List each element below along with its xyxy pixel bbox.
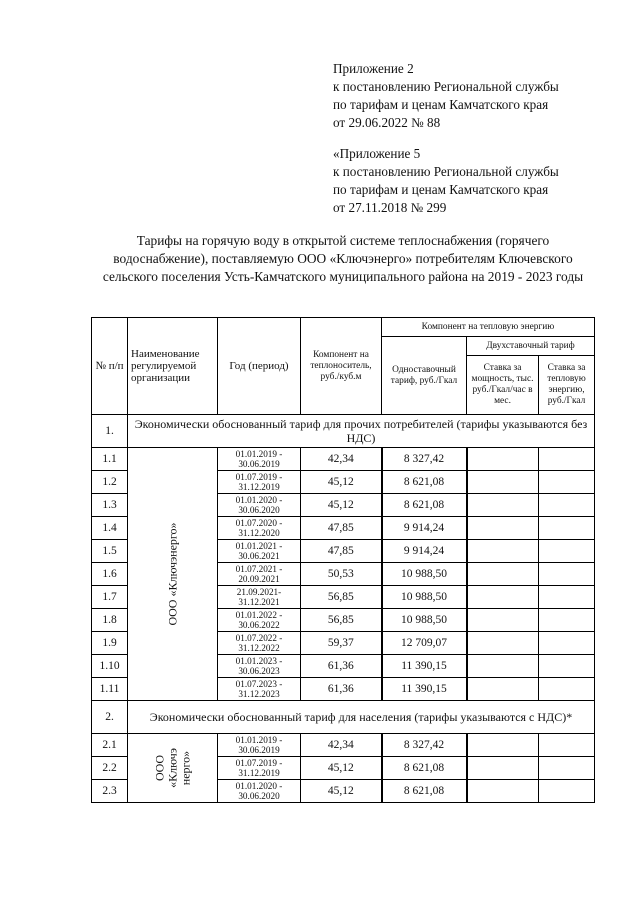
row-single-rate: 10 988,50 xyxy=(382,563,467,586)
row-period: 01.07.2023 - 31.12.2023 xyxy=(218,678,301,701)
annex-line: от 29.06.2022 № 88 xyxy=(333,115,441,130)
header-carrier: Компонент на теплоноситель, руб./куб.м xyxy=(301,318,382,415)
row-period: 01.01.2020 - 30.06.2020 xyxy=(218,780,301,803)
annex-line: к постановлению Региональной службы xyxy=(333,79,559,94)
row-capacity-rate xyxy=(467,757,539,780)
row-energy-rate xyxy=(539,678,595,701)
row-capacity-rate xyxy=(467,471,539,494)
annex-2-header xyxy=(333,60,559,132)
row-single-rate: 8 621,08 xyxy=(382,780,467,803)
row-capacity-rate xyxy=(467,632,539,655)
row-num: 1.9 xyxy=(92,632,128,655)
row-num: 1.1 xyxy=(92,448,128,471)
row-capacity-rate xyxy=(467,586,539,609)
row-carrier: 50,53 xyxy=(301,563,382,586)
header-thermal-energy: Компонент на тепловую энергию xyxy=(382,318,595,337)
row-energy-rate xyxy=(539,780,595,803)
row-period: 01.07.2019 - 31.12.2019 xyxy=(218,757,301,780)
org-name: ООО «Ключэнерго» xyxy=(165,522,179,626)
row-single-rate: 8 327,42 xyxy=(382,448,467,471)
row-carrier: 45,12 xyxy=(301,757,382,780)
row-energy-rate xyxy=(539,448,595,471)
row-num: 1.8 xyxy=(92,609,128,632)
header-num: № п/п xyxy=(92,318,128,415)
section-num: 2. xyxy=(92,701,128,734)
row-single-rate: 10 988,50 xyxy=(382,609,467,632)
row-energy-rate xyxy=(539,517,595,540)
section-title: Экономически обоснованный тариф для прочих потребителей (тарифы указываются без НДС) xyxy=(128,415,595,448)
row-single-rate: 9 914,24 xyxy=(382,540,467,563)
row-period: 01.01.2022 - 30.06.2022 xyxy=(218,609,301,632)
row-capacity-rate xyxy=(467,609,539,632)
org-name-cell xyxy=(128,734,218,803)
row-num: 1.5 xyxy=(92,540,128,563)
section-title: Экономически обоснованный тариф для населения (тарифы указываются с НДС)* xyxy=(128,701,595,734)
row-carrier: 45,12 xyxy=(301,494,382,517)
row-capacity-rate xyxy=(467,734,539,757)
annex-line: по тарифам и ценам Камчатского края xyxy=(333,97,549,112)
annex-line: Приложение 2 xyxy=(333,61,414,76)
row-energy-rate xyxy=(539,563,595,586)
row-num: 1.6 xyxy=(92,563,128,586)
row-num: 2.2 xyxy=(92,757,128,780)
annex-line: от 27.11.2018 № 299 xyxy=(333,200,447,215)
tariff-table xyxy=(91,317,595,803)
row-single-rate: 11 390,15 xyxy=(382,655,467,678)
row-capacity-rate xyxy=(467,540,539,563)
annex-5-header xyxy=(333,145,559,217)
section-row xyxy=(92,701,595,734)
row-num: 1.2 xyxy=(92,471,128,494)
row-energy-rate xyxy=(539,586,595,609)
row-period: 01.01.2019 - 30.06.2019 xyxy=(218,734,301,757)
header-period: Год (период) xyxy=(218,318,301,415)
org-name-line: нерго» xyxy=(178,750,192,786)
header-two-part: Двухставочный тариф xyxy=(467,337,595,356)
row-energy-rate xyxy=(539,734,595,757)
row-carrier: 42,34 xyxy=(301,448,382,471)
row-carrier: 47,85 xyxy=(301,540,382,563)
row-energy-rate xyxy=(539,655,595,678)
row-carrier: 56,85 xyxy=(301,609,382,632)
row-carrier: 61,36 xyxy=(301,655,382,678)
org-name xyxy=(153,748,192,788)
row-period: 01.07.2021 - 20.09.2021 xyxy=(218,563,301,586)
row-carrier: 45,12 xyxy=(301,780,382,803)
row-carrier: 56,85 xyxy=(301,586,382,609)
row-num: 2.1 xyxy=(92,734,128,757)
document-title: Тарифы на горячую воду в открытой системе теплоснабжения (горячего водоснабжение), поставляемую ООО «Ключэнерго» потребителям Ключевского сельского поселения Усть-Камчатского муниципального района на 2019 - 2023 годы xyxy=(102,233,584,284)
row-num: 1.10 xyxy=(92,655,128,678)
row-num: 1.11 xyxy=(92,678,128,701)
org-name-line: ООО xyxy=(152,755,166,781)
row-energy-rate xyxy=(539,757,595,780)
row-single-rate: 8 327,42 xyxy=(382,734,467,757)
row-energy-rate xyxy=(539,494,595,517)
row-single-rate: 8 621,08 xyxy=(382,471,467,494)
row-period: 01.07.2019 - 31.12.2019 xyxy=(218,471,301,494)
row-capacity-rate xyxy=(467,563,539,586)
row-single-rate: 9 914,24 xyxy=(382,517,467,540)
row-carrier: 61,36 xyxy=(301,678,382,701)
header-capacity-rate: Ставка за мощность, тыс. руб./Гкал/час в мес. xyxy=(467,356,539,415)
header-energy-rate: Ставка за тепловую энергию, руб./Гкал xyxy=(539,356,595,415)
row-period: 21.09.2021- 31.12.2021 xyxy=(218,586,301,609)
table-row xyxy=(92,734,595,757)
header-single-rate: Одноставочный тариф, руб./Гкал xyxy=(382,337,467,415)
row-capacity-rate xyxy=(467,517,539,540)
row-single-rate: 10 988,50 xyxy=(382,586,467,609)
row-energy-rate xyxy=(539,540,595,563)
row-period: 01.01.2020 - 30.06.2020 xyxy=(218,494,301,517)
row-capacity-rate xyxy=(467,780,539,803)
annex-line: по тарифам и ценам Камчатского края xyxy=(333,182,549,197)
row-carrier: 45,12 xyxy=(301,471,382,494)
row-period: 01.01.2021 - 30.06.2021 xyxy=(218,540,301,563)
header-org-name: Наименование регулируемой организации xyxy=(128,318,218,415)
row-energy-rate xyxy=(539,471,595,494)
org-name-cell xyxy=(128,448,218,701)
annex-line: к постановлению Региональной службы xyxy=(333,164,559,179)
org-name-line: «Ключэ xyxy=(165,748,179,788)
row-single-rate: 8 621,08 xyxy=(382,757,467,780)
row-num: 1.7 xyxy=(92,586,128,609)
row-single-rate: 8 621,08 xyxy=(382,494,467,517)
row-energy-rate xyxy=(539,609,595,632)
row-carrier: 47,85 xyxy=(301,517,382,540)
table-row xyxy=(92,448,595,471)
row-period: 01.01.2023 - 30.06.2023 xyxy=(218,655,301,678)
row-single-rate: 11 390,15 xyxy=(382,678,467,701)
row-num: 1.4 xyxy=(92,517,128,540)
row-energy-rate xyxy=(539,632,595,655)
row-num: 2.3 xyxy=(92,780,128,803)
row-capacity-rate xyxy=(467,678,539,701)
section-num: 1. xyxy=(92,415,128,448)
row-num: 1.3 xyxy=(92,494,128,517)
row-period: 01.07.2020 - 31.12.2020 xyxy=(218,517,301,540)
row-capacity-rate xyxy=(467,448,539,471)
row-period: 01.01.2019 - 30.06.2019 xyxy=(218,448,301,471)
annex-line: «Приложение 5 xyxy=(333,146,421,161)
row-period: 01.07.2022 - 31.12.2022 xyxy=(218,632,301,655)
row-capacity-rate xyxy=(467,494,539,517)
row-capacity-rate xyxy=(467,655,539,678)
row-single-rate: 12 709,07 xyxy=(382,632,467,655)
row-carrier: 42,34 xyxy=(301,734,382,757)
row-carrier: 59,37 xyxy=(301,632,382,655)
